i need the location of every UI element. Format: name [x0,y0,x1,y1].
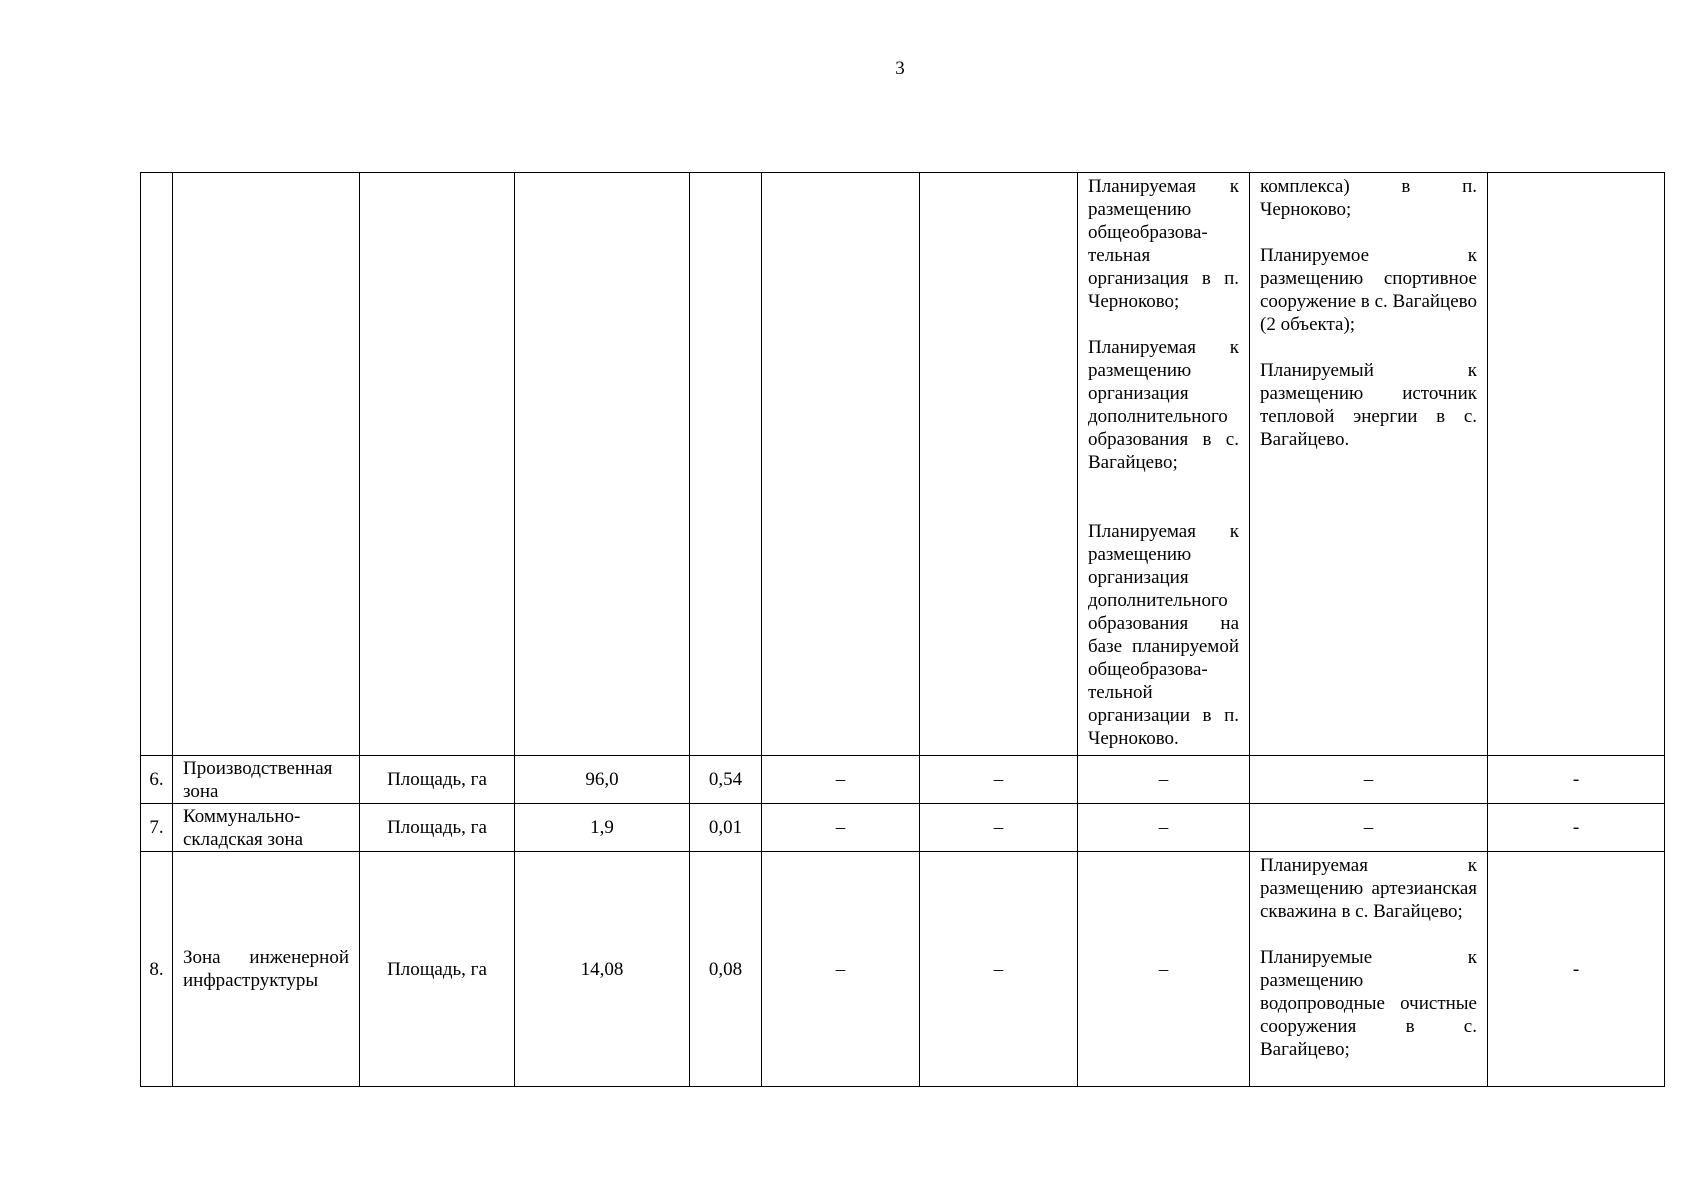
paragraph: Планируемая к размещению организация дополнительного образования на базе планируемой общеобразова-тельной организации в п. Черноково. [1088,521,1239,749]
cell-col8: – [1078,756,1250,804]
cell-share [690,173,762,756]
paragraph: Планируемая к размещению организация дополнительного образования в с. Вагайцево; [1088,337,1239,473]
cell-col7: – [920,756,1078,804]
cell-col6: – [762,852,920,1087]
paragraph: Планируемый к размещению источник тепловой энергии в с. Вагайцево. [1260,360,1477,450]
table-row [141,756,1665,804]
cell-col6 [762,173,920,756]
cell-num: 8. [141,852,173,1087]
cell-zone: Зона инженерной инфраструктуры [173,852,360,1087]
cell-col7: – [920,852,1078,1087]
cell-col6: – [762,756,920,804]
cell-col10: - [1488,804,1665,852]
cell-value [515,173,690,756]
cell-col8 [1078,173,1250,756]
cell-col9: – [1250,756,1488,804]
cell-share: 0,54 [690,756,762,804]
cell-unit: Площадь, га [360,804,515,852]
cell-col10 [1488,173,1665,756]
cell-zone: Коммунально-складская зона [173,804,360,852]
cell-unit: Площадь, га [360,756,515,804]
paragraph: Планируемая к размещению артезианская скважина в с. Вагайцево; [1260,855,1477,922]
cell-value: 96,0 [515,756,690,804]
cell-col7 [920,173,1078,756]
paragraph: Планируемая к размещению общеобразова-тельная организация в п. Черноково; [1088,176,1239,312]
cell-col7: – [920,804,1078,852]
table-row [141,804,1665,852]
cell-col9: – [1250,804,1488,852]
cell-num: 7. [141,804,173,852]
cell-num [141,173,173,756]
cell-unit: Площадь, га [360,852,515,1087]
cell-zone [173,173,360,756]
paragraph: Планируемое к размещению спортивное сооружение в с. Вагайцево (2 объекта); [1260,245,1477,335]
cell-value: 14,08 [515,852,690,1087]
cell-col8: – [1078,852,1250,1087]
cell-share: 0,01 [690,804,762,852]
cell-col6: – [762,804,920,852]
cell-col9 [1250,852,1488,1087]
cell-col10: - [1488,756,1665,804]
zones-table [140,172,1665,1087]
table-row-continuation [141,173,1665,756]
cell-col9 [1250,173,1488,756]
paragraph: комплекса) в п. Черноково; [1260,176,1477,220]
table-row [141,852,1665,1087]
cell-num: 6. [141,756,173,804]
cell-unit [360,173,515,756]
cell-value: 1,9 [515,804,690,852]
page-number: 3 [895,58,905,79]
cell-share: 0,08 [690,852,762,1087]
cell-col10: - [1488,852,1665,1087]
cell-col8: – [1078,804,1250,852]
paragraph: Планируемые к размещению водопроводные очистные сооружения в с. Вагайцево; [1260,947,1477,1060]
cell-zone: Производственная зона [173,756,360,804]
